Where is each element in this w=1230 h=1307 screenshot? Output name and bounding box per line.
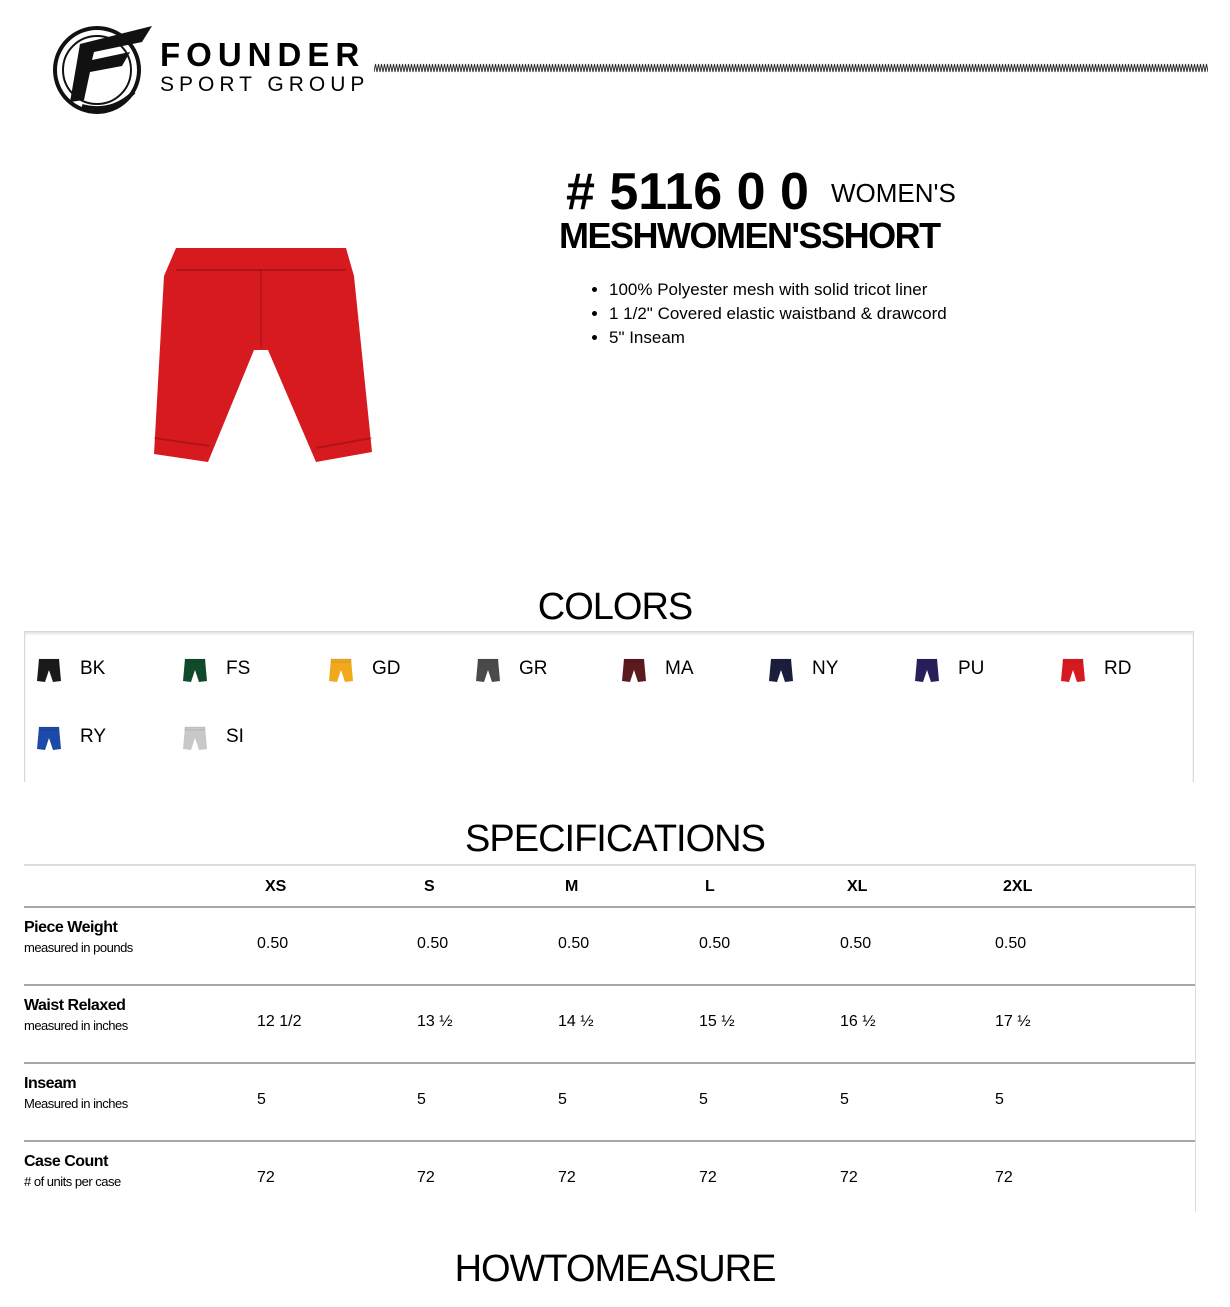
table-cell: 72 — [558, 1169, 576, 1186]
product-name: MESHWOMEN'SSHORT — [559, 215, 940, 256]
color-swatch-si — [182, 724, 322, 754]
color-swatch-bk — [36, 656, 176, 686]
row-label: Inseam — [24, 1075, 77, 1092]
row-label: Waist Relaxed — [24, 997, 126, 1014]
product-gender: WOMEN'S — [831, 178, 956, 208]
color-code: FS — [226, 658, 251, 679]
table-cell: 5 — [558, 1091, 567, 1108]
table-cell: 0.50 — [417, 935, 449, 952]
table-cell: 72 — [699, 1169, 717, 1186]
color-swatch-fs — [182, 656, 322, 686]
specifications-title: SPECIFICATIONS — [465, 818, 765, 860]
size-header: XL — [847, 878, 868, 895]
shorts-body — [154, 248, 372, 462]
color-swatch-gd — [328, 656, 468, 686]
specifications-table — [24, 864, 1196, 1212]
table-cell: 5 — [840, 1091, 849, 1108]
color-swatch-pu — [914, 656, 1054, 686]
product-number: # 5116 0 0 — [566, 163, 809, 221]
table-row — [24, 1062, 1195, 1142]
header-zigzag-rule — [374, 58, 1208, 78]
color-code: SI — [226, 726, 244, 747]
row-label: Piece Weight — [24, 919, 118, 936]
table-cell: 72 — [417, 1169, 435, 1186]
colors-title: COLORS — [537, 586, 693, 628]
color-chip — [182, 658, 208, 683]
color-chip — [768, 658, 794, 683]
brand-name: FOUNDER — [160, 36, 366, 73]
table-cell: 0.50 — [995, 935, 1027, 952]
table-cell: 72 — [257, 1169, 275, 1186]
table-header — [24, 866, 1195, 908]
color-chip — [328, 658, 354, 683]
table-cell: 5 — [257, 1091, 266, 1108]
color-row — [36, 724, 1206, 754]
table-cell: 13 ½ — [417, 1013, 453, 1030]
feature-item: • 1 1/2" Covered elastic waistband & drawcord — [609, 302, 947, 326]
size-header: S — [424, 878, 435, 895]
size-header: L — [705, 878, 715, 895]
table-cell: 5 — [699, 1091, 708, 1108]
color-chip — [1060, 658, 1086, 683]
row-sublabel: # of units per case — [24, 1174, 121, 1189]
table-cell: 5 — [995, 1091, 1004, 1108]
table-cell: 17 ½ — [995, 1013, 1031, 1030]
feature-item: • 5" Inseam — [609, 326, 947, 350]
color-code: BK — [80, 658, 106, 679]
color-swatch-ma — [621, 656, 761, 686]
size-header: XS — [265, 878, 287, 895]
color-code: RY — [80, 726, 107, 747]
color-chip — [36, 726, 62, 751]
table-row — [24, 1140, 1195, 1218]
color-code: GR — [519, 658, 548, 679]
table-cell: 12 1/2 — [257, 1013, 302, 1030]
shorts-waistband — [176, 248, 346, 270]
product-image — [150, 240, 378, 472]
colors-panel — [24, 631, 1194, 782]
row-sublabel: measured in pounds — [24, 940, 133, 955]
color-code: RD — [1104, 658, 1132, 679]
table-row — [24, 984, 1195, 1064]
color-code: MA — [665, 658, 694, 679]
color-row — [36, 656, 1206, 686]
table-cell: 16 ½ — [840, 1013, 876, 1030]
row-sublabel: measured in inches — [24, 1018, 128, 1033]
color-swatch-ry — [36, 724, 176, 754]
color-code: NY — [812, 658, 839, 679]
color-code: PU — [958, 658, 985, 679]
color-swatch-ny — [768, 656, 908, 686]
color-code: GD — [372, 658, 401, 679]
color-chip — [36, 658, 62, 683]
color-chip — [475, 658, 501, 683]
table-cell: 72 — [840, 1169, 858, 1186]
table-row — [24, 906, 1195, 986]
table-cell: 0.50 — [257, 935, 289, 952]
table-cell: 0.50 — [840, 935, 872, 952]
table-cell: 72 — [995, 1169, 1013, 1186]
table-cell: 0.50 — [699, 935, 731, 952]
founder-logo-icon — [52, 22, 156, 116]
size-header: 2XL — [1003, 878, 1033, 895]
feature-list — [593, 278, 947, 350]
color-swatch-rd — [1060, 656, 1200, 686]
row-label: Case Count — [24, 1153, 108, 1170]
row-sublabel: Measured in inches — [24, 1096, 128, 1111]
table-cell: 5 — [417, 1091, 426, 1108]
size-header: M — [565, 878, 579, 895]
table-cell: 14 ½ — [558, 1013, 594, 1030]
color-chip — [621, 658, 647, 683]
table-cell: 15 ½ — [699, 1013, 735, 1030]
feature-item: • 100% Polyester mesh with solid tricot liner — [609, 278, 947, 302]
table-cell: 0.50 — [558, 935, 590, 952]
color-chip — [182, 726, 208, 751]
color-chip — [914, 658, 940, 683]
brand-subtitle: SPORT GROUP — [160, 73, 370, 96]
how-to-measure-title: HOWTOMEASURE — [454, 1248, 776, 1290]
color-swatch-gr — [475, 656, 615, 686]
